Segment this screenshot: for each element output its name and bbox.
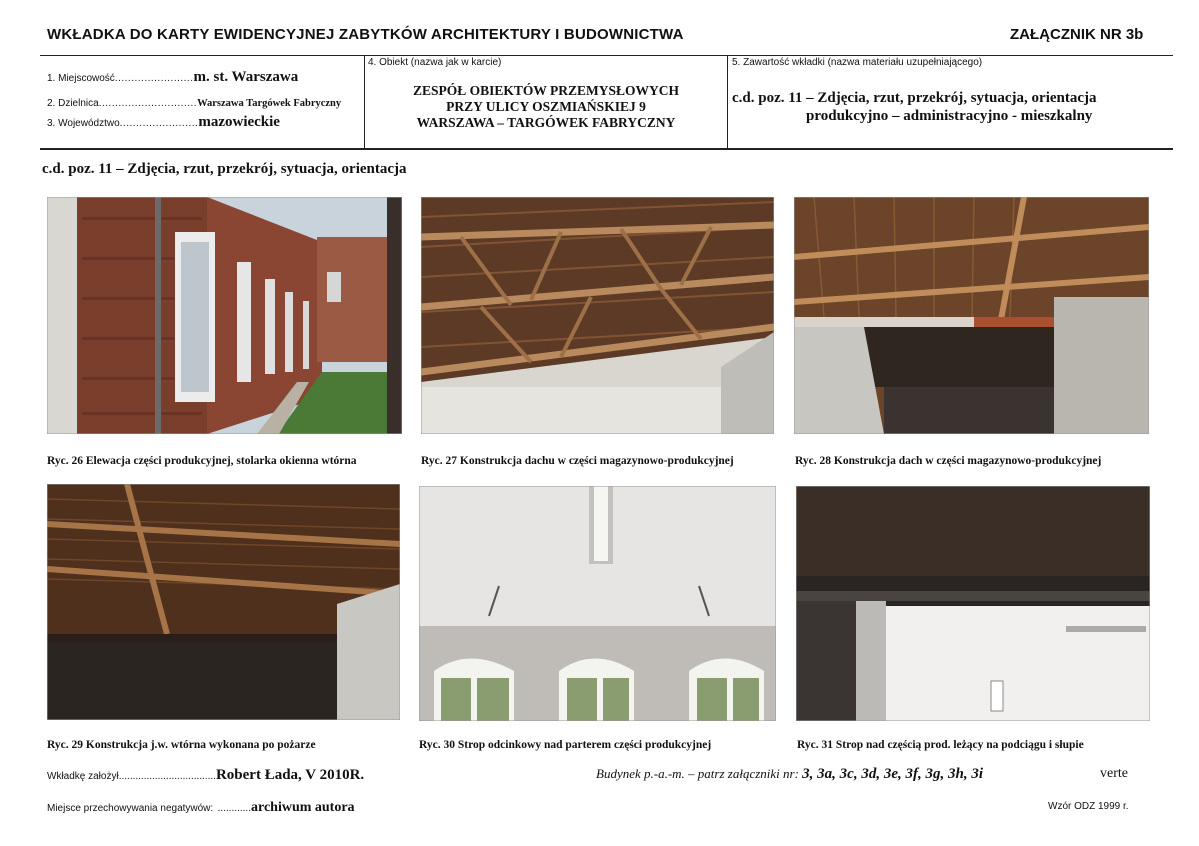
- voivodeship-label: 3. Województwo: [47, 118, 120, 129]
- photo-28: [794, 197, 1149, 434]
- voivodeship-value: mazowieckie: [198, 114, 280, 130]
- column-divider-2: [727, 55, 728, 149]
- content-description: [732, 89, 1172, 125]
- caption-28: Ryc. 28 Konstrukcja dach w części magazynowo-produkcyjnej: [795, 455, 1102, 467]
- object-label: 4. Obiekt (nazwa jak w karcie): [368, 57, 502, 68]
- object-line-1: ZESPÓŁ OBIEKTÓW PRZEMYSŁOWYCH: [412, 83, 680, 98]
- document-title: WKŁADKA DO KARTY EWIDENCYJNEJ ZABYTKÓW ARCHITEKTURY I BUDOWNICTWA: [47, 26, 684, 43]
- caption-30: Ryc. 30 Strop odcinkowy nad parterem części produkcyjnej: [419, 739, 712, 751]
- photo-26: [47, 197, 402, 434]
- caption-29: Ryc. 29 Konstrukcja j.w. wtórna wykonana po pożarze: [47, 739, 316, 751]
- building-annex-numbers: 3, 3a, 3c, 3d, 3e, 3f, 3g, 3h, 3i: [802, 766, 983, 782]
- template-version: Wzór ODZ 1999 r.: [1048, 801, 1129, 812]
- district-dots: ..............................: [98, 98, 198, 109]
- voivodeship-dots: ........................: [119, 118, 199, 129]
- section-title: c.d. poz. 11 – Zdjęcia, rzut, przekrój, sytuacja, orientacja: [42, 161, 407, 177]
- locality-dots: ........................: [114, 73, 194, 84]
- district-label: 2. Dzielnica: [47, 98, 99, 109]
- caption-26: Ryc. 26 Elewacja części produkcyjnej, stolarka okienna wtórna: [47, 455, 357, 467]
- photo-27: [421, 197, 774, 434]
- photo-31: [796, 486, 1150, 721]
- storage-value: archiwum autora: [250, 800, 355, 815]
- storage-label: Miejsce przechowywania negatywów:: [47, 803, 214, 814]
- caption-31: Ryc. 31 Strop nad częścią prod. leżący na podciągu i słupie: [797, 739, 1084, 751]
- district-field: [47, 93, 341, 111]
- created-by-field: [47, 766, 364, 784]
- content-line-1: c.d. poz. 11 – Zdjęcia, rzut, przekrój, sytuacja, orientacja: [732, 90, 1097, 106]
- storage-dots: ............: [217, 803, 251, 814]
- building-reference: [596, 766, 983, 783]
- locality-label: 1. Miejscowość: [47, 73, 115, 84]
- voivodeship-field: [47, 113, 280, 131]
- created-by-value: Robert Łada, V 2010R.: [215, 767, 365, 783]
- created-by-label: Wkładkę założył: [47, 771, 119, 782]
- object-line-3: WARSZAWA – TARGÓWEK FABRYCZNY: [416, 115, 676, 130]
- caption-27: Ryc. 27 Konstrukcja dachu w części magazynowo-produkcyjnej: [421, 455, 734, 467]
- annex-number: ZAŁĄCZNIK NR 3b: [1010, 26, 1144, 43]
- photo-29: [47, 484, 400, 720]
- locality-value: m. st. Warszawa: [193, 69, 299, 85]
- building-text: Budynek p.-a.-m. – patrz załączniki nr:: [596, 766, 799, 781]
- created-by-dots: ...................................: [118, 771, 216, 782]
- content-label: 5. Zawartość wkładki (nazwa materiału uzupełniającego): [732, 57, 983, 68]
- locality-field: [47, 68, 298, 86]
- district-value: Warszawa Targówek Fabryczny: [197, 98, 342, 109]
- object-line-2: PRZY ULICY OSZMIAŃSKIEJ 9: [446, 99, 646, 114]
- storage-field: [47, 798, 355, 816]
- header-top-rule: [40, 55, 1173, 56]
- content-line-2: produkcyjno – administracyjno - mieszkalny: [806, 108, 1093, 124]
- photo-30: [419, 486, 776, 721]
- column-divider-1: [364, 55, 365, 149]
- verte-label: verte: [1100, 766, 1128, 781]
- header-bottom-rule: [40, 148, 1173, 150]
- object-name: [368, 83, 724, 131]
